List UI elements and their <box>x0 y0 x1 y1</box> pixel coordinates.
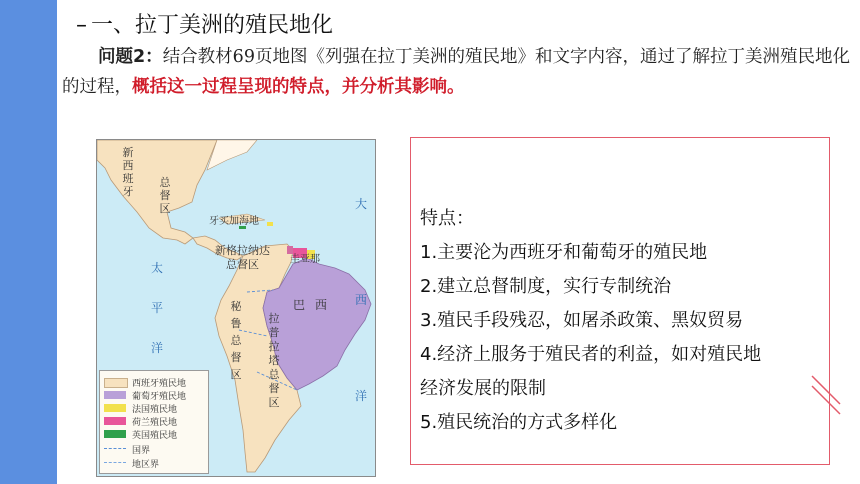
label-la-plata: 拉 普 拉 塔 总 督 区 <box>268 312 280 409</box>
label-pacific: 太 平 洋 <box>150 261 163 355</box>
answer-item: 1.主要沦为西班牙和葡萄牙的殖民地 <box>420 242 708 263</box>
legend-swatch <box>104 404 126 412</box>
label-caribbean: 牙买加海地 <box>209 216 259 227</box>
label-new-granada: 新格拉纳达 总督区 <box>215 244 270 271</box>
label-atlantic: 大 西 洋 <box>354 197 367 403</box>
legend-item: 西班牙殖民地 <box>104 376 204 388</box>
legend-item: 英国殖民地 <box>104 428 204 440</box>
legend-line-regional <box>104 462 126 463</box>
legend-item: 法国殖民地 <box>104 402 204 414</box>
label-brazil: 巴西 <box>293 298 338 312</box>
question-body: 结合教材69页地图《列强在拉丁美洲的殖民地》和文字内容，通过了解拉丁美洲殖民地化的过程， <box>62 47 850 97</box>
title-dash: – <box>76 13 87 38</box>
legend-item: 葡萄牙殖民地 <box>104 389 204 401</box>
question-emphasis: 概括这一过程呈现的特点，并分析其影响。 <box>132 77 465 97</box>
section-title <box>76 8 333 39</box>
answer-item: 5.殖民统治的方式多样化 <box>420 412 618 433</box>
legend-swatch <box>104 391 126 399</box>
haiti-french <box>267 222 273 226</box>
question-paragraph <box>62 42 860 102</box>
answer-item: 2.建立总督制度，实行专制统治 <box>420 276 672 297</box>
decorative-slash-lines <box>810 368 850 418</box>
legend-line-national <box>104 448 126 449</box>
legend-item: 地区界 <box>104 457 204 469</box>
label-peru: 秘 鲁 总 督 区 <box>230 300 242 381</box>
legend-item: 国界 <box>104 443 204 455</box>
answer-item: 4.经济上服务于殖民者的利益，如对殖民地 <box>420 344 762 365</box>
legend-swatch <box>104 417 126 425</box>
answer-item: 经济发展的限制 <box>420 378 546 399</box>
answer-heading: 特点： <box>420 208 474 229</box>
legend-item: 荷兰殖民地 <box>104 415 204 427</box>
label-new-spain: 新 西 班 牙 <box>122 146 134 198</box>
answer-item: 3.殖民手段残忍，如屠杀政策、黑奴贸易 <box>420 310 744 331</box>
question-label: 问题2： <box>98 47 163 67</box>
latin-america-colonies-map <box>96 139 376 477</box>
map-legend <box>99 370 209 474</box>
answer-list <box>420 202 761 440</box>
legend-swatch <box>104 430 126 438</box>
title-text: 一、拉丁美洲的殖民地化 <box>91 13 334 38</box>
label-guiana: 圭亚那 <box>290 254 320 265</box>
legend-swatch <box>104 378 128 388</box>
left-accent-bar <box>0 0 57 484</box>
label-new-spain-2: 总 督 区 <box>159 176 171 215</box>
